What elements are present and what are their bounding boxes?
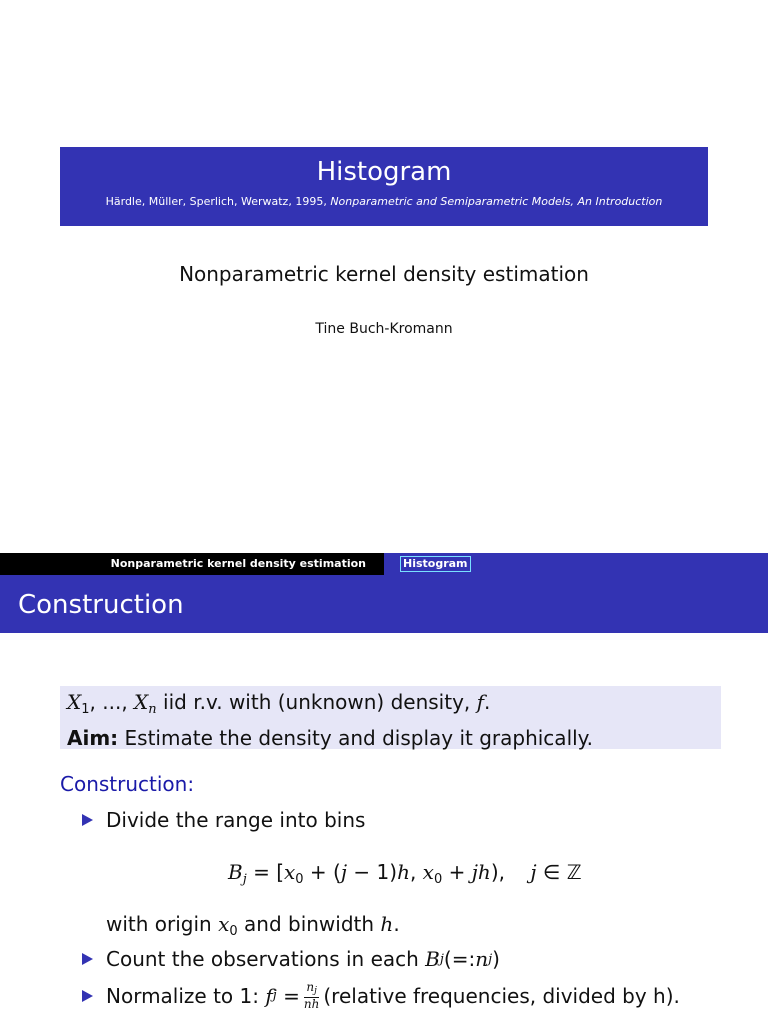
fraction: $\frac{n_j}{nh}$ — [303, 980, 320, 1011]
nav-section-link[interactable]: Nonparametric kernel density estimation — [110, 557, 366, 570]
frame-title: Construction — [18, 590, 184, 620]
nav-current-section[interactable]: Histogram — [400, 556, 471, 572]
frame-title-bar — [0, 575, 768, 633]
block-line-1-text: iid r.v. with (unknown) density, — [163, 690, 471, 714]
block-line-2 — [67, 724, 721, 753]
reference-line — [60, 195, 708, 208]
aim-text: Estimate the density and display it graphically. — [124, 726, 594, 750]
bullet-normalize: Normalize to 1: f j = $\frac{n_j}{nh}$ (relative frequencies, divided by h). — [82, 981, 680, 1010]
definition-block — [60, 686, 721, 749]
bullet-text: Divide the range into bins — [106, 808, 366, 832]
bullet-text-a: Normalize to 1: — [106, 983, 259, 1008]
construction-label: Construction: — [60, 772, 195, 796]
bullet-triangle-icon — [82, 953, 93, 965]
slide-title: Histogram — [316, 157, 452, 187]
bullet-divide-range — [82, 808, 365, 832]
talk-title: Nonparametric kernel density estimation — [179, 262, 589, 286]
reference-book: Nonparametric and Semiparametric Models, An Introduction — [330, 195, 663, 208]
origin-line: with origin $x_0$ and binwidth h. — [106, 912, 400, 939]
bullet-triangle-icon — [82, 990, 93, 1002]
nav-right-panel — [384, 553, 768, 575]
reference-authors: Härdle, Müller, Sperlich, Werwatz, 1995, — [105, 195, 327, 208]
bullet-text: Count the observations in each — [106, 947, 419, 971]
origin-text-a: with origin — [106, 912, 212, 936]
aim-label: Aim: — [67, 726, 119, 750]
block-line-1: $X_1$, ..., $X_n$ iid r.v. with (unknown) density, f. — [67, 690, 491, 717]
bullet-triangle-icon — [82, 814, 93, 826]
bin-formula: $B_j = [x_0 + (j - 1)h$, $x_0 + jh$), j ∈ ℤ — [228, 860, 582, 887]
bullet-text-b: (relative frequencies, divided by h). — [323, 983, 680, 1008]
bullet-count: Count the observations in each B j (=: n j ) — [82, 947, 500, 971]
author: Tine Buch-Kromann — [315, 321, 453, 337]
navigation-bar — [0, 553, 768, 575]
origin-text-b: and binwidth — [244, 912, 375, 936]
title-banner — [60, 147, 708, 226]
